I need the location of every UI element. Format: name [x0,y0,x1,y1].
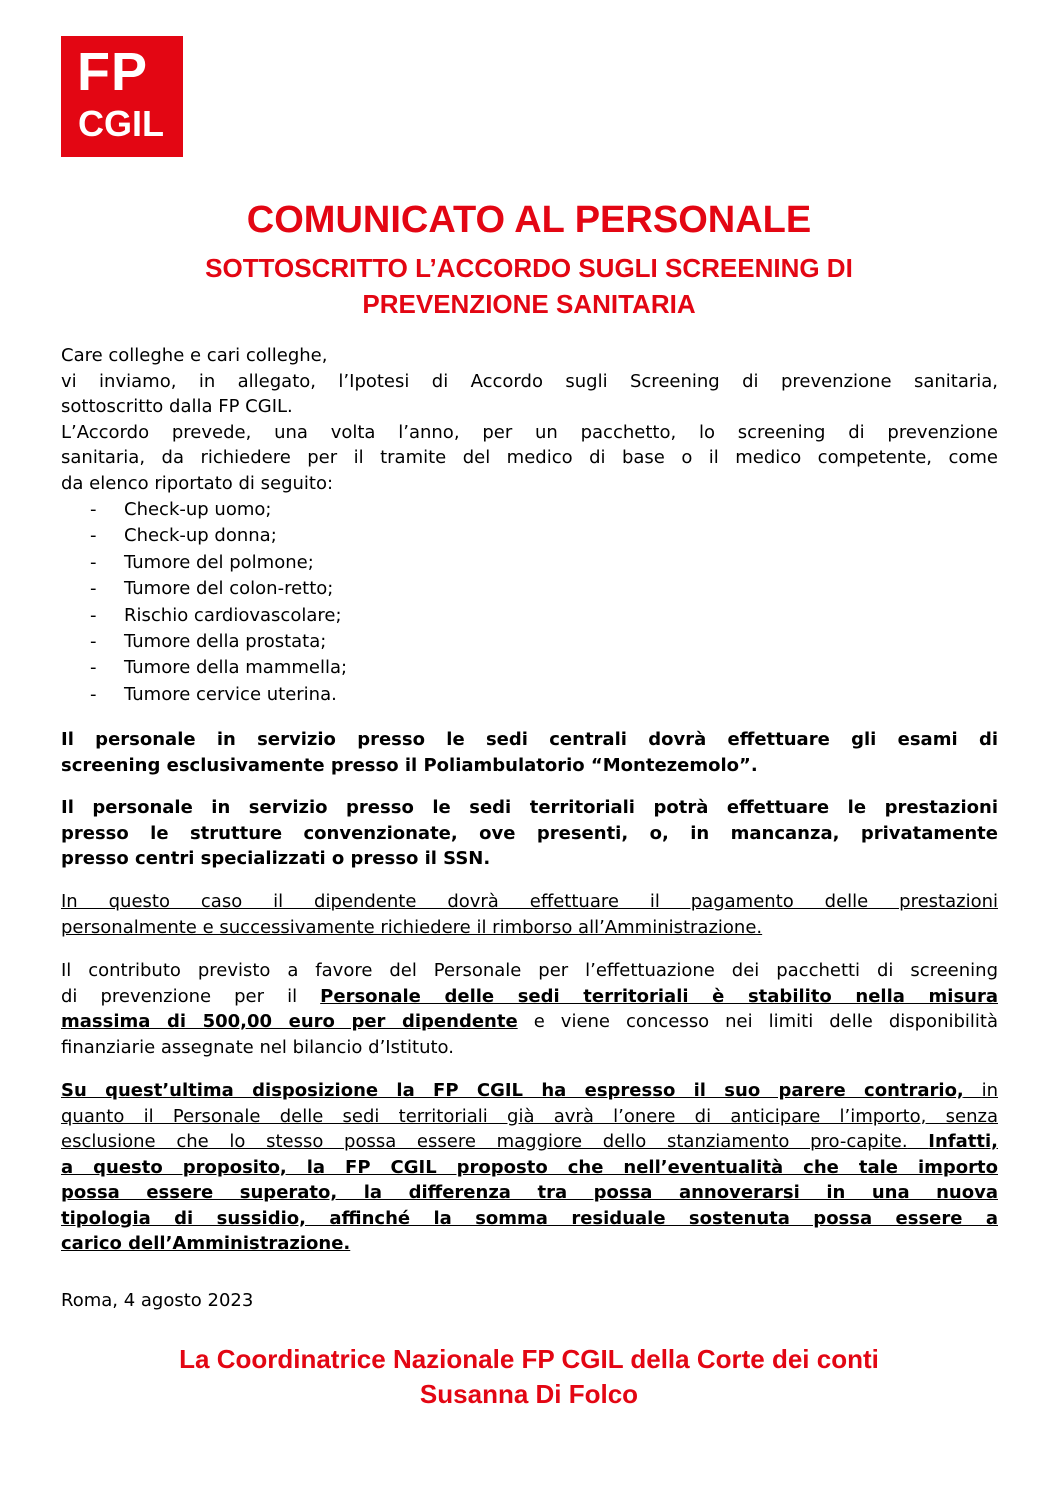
list-item [61,523,347,549]
list-item-text: Tumore cervice uterina. [124,683,337,705]
intro-section [61,343,998,496]
list-item [61,603,347,629]
subtitle-line-2: PREVENZIONE SANITARIA [362,289,696,319]
opinion-line-5: possa essere superato, la differenza tra possa annoverarsi in una nuova [61,1182,998,1203]
payment-line-2: personalmente e successivamente richiedere il rimborso all’Amministrazione. [61,916,763,938]
list-dash: - [90,657,97,679]
territorial-line-3: presso centri specializzati o presso il SSN. [61,848,491,869]
intro-p2-line-3: da elenco riportato di seguito: [61,472,334,494]
opinion-line-3a: esclusione che lo stesso possa essere maggiore dello stanziamento pro-capite. [61,1131,908,1152]
intro-p2-line-2: sanitaria, da richiedere per il tramite del medico di base o il medico competente, come [61,447,998,468]
list-dash: - [90,578,97,600]
territorial-line-1: Il personale in servizio presso le sedi territoriali potrà effettuare le prestazioni [61,797,998,818]
list-item [61,655,347,681]
page-title: COMUNICATO AL PERSONALE [246,199,812,241]
list-item [61,497,347,523]
opinion-line-1 [61,1078,998,1104]
list-item-text: Tumore della mammella; [124,657,348,679]
list-item-text: Tumore del colon-retto; [124,578,334,600]
opinion-line-6: tipologia di sussidio, affinché la somma residuale sostenuta possa essere a [61,1207,998,1229]
date: Roma, 4 agosto 2023 [61,1290,254,1311]
contribution-line-3a: massima di 500,00 euro per dipendente [61,1011,518,1032]
opinion-line-1b: in [981,1080,998,1101]
list-item [61,682,347,708]
list-dash: - [90,630,97,652]
contribution-line-3b: e viene concesso nei limiti delle disponibilità [533,1011,998,1032]
intro-p2-line-1: L’Accordo prevede, una volta l’anno, per un pacchetto, lo screening di prevenzione [61,421,998,443]
contribution-line-2 [61,984,998,1010]
date-line [61,1288,998,1314]
central-offices-paragraph [61,727,998,778]
intro-p1-line-1: vi inviamo, in allegato, l’Ipotesi di Accordo sugli Screening di prevenzione sanitaria, [61,370,998,392]
contribution-line-1: Il contributo previsto a favore del Personale per l’effettuazione dei pacchetti di screening [61,960,998,981]
central-line-1: Il personale in servizio presso le sedi centrali dovrà effettuare gli esami di [61,729,998,750]
list-item [61,576,347,602]
contribution-line-4: finanziarie assegnate nel bilancio d’Istituto. [61,1036,454,1058]
opinion-line-2: quanto il Personale delle sedi territoriali già avrà l’onere di anticipare l’importo, senza [61,1105,998,1127]
list-item-text: Tumore della prostata; [124,630,327,652]
list-item-text: Check-up uomo; [124,499,272,520]
territorial-offices-paragraph [61,795,998,872]
logo-line-1: FP [77,42,149,102]
list-item-text: Rischio cardiovascolare; [124,604,342,626]
list-dash: - [90,604,97,626]
list-dash: - [90,525,97,547]
signature-line-1: La Coordinatrice Nazionale FP CGIL della Corte dei conti [179,1344,879,1374]
opinion-paragraph [61,1078,998,1257]
opinion-line-7: carico dell’Amministrazione. [61,1233,351,1254]
greeting: Care colleghe e cari colleghe, [61,345,328,366]
signature-line-2: Susanna Di Folco [419,1379,639,1409]
subtitle-line-1: SOTTOSCRITTO L’ACCORDO SUGLI SCREENING DI [205,253,853,283]
payment-line-1: In questo caso il dipendente dovrà effettuare il pagamento delle prestazioni [61,891,998,912]
intro-p1-line-2: sottoscritto dalla FP CGIL. [61,396,293,417]
opinion-line-4: a questo proposito, la FP CGIL proposto che nell’eventualità che tale importo [61,1156,998,1178]
list-dash: - [90,683,97,705]
logo-line-2: CGIL [78,103,164,144]
list-item-text: Check-up donna; [124,525,277,547]
opinion-line-1a: Su quest’ultima disposizione la FP CGIL ha espresso il suo parere contrario, [61,1080,964,1101]
central-line-2: screening esclusivamente presso il Poliambulatorio “Montezemolo”. [61,754,758,776]
contribution-paragraph [61,958,998,1060]
contribution-line-3 [61,1009,998,1035]
screening-list [61,497,347,708]
contribution-line-2b: Personale delle sedi territoriali è stabilito nella misura [320,985,998,1007]
opinion-line-3 [61,1129,998,1155]
payment-paragraph [61,889,998,940]
list-item [61,550,347,576]
list-item [61,629,347,655]
list-item-text: Tumore del polmone; [124,551,314,573]
list-dash: - [90,551,97,573]
fp-cgil-logo [61,36,183,157]
list-dash: - [90,499,97,520]
contribution-line-2a: di prevenzione per il [61,985,298,1007]
territorial-line-2: presso le strutture convenzionate, ove presenti, o, in mancanza, privatamente [61,822,998,844]
opinion-line-3b: Infatti, [928,1131,998,1152]
